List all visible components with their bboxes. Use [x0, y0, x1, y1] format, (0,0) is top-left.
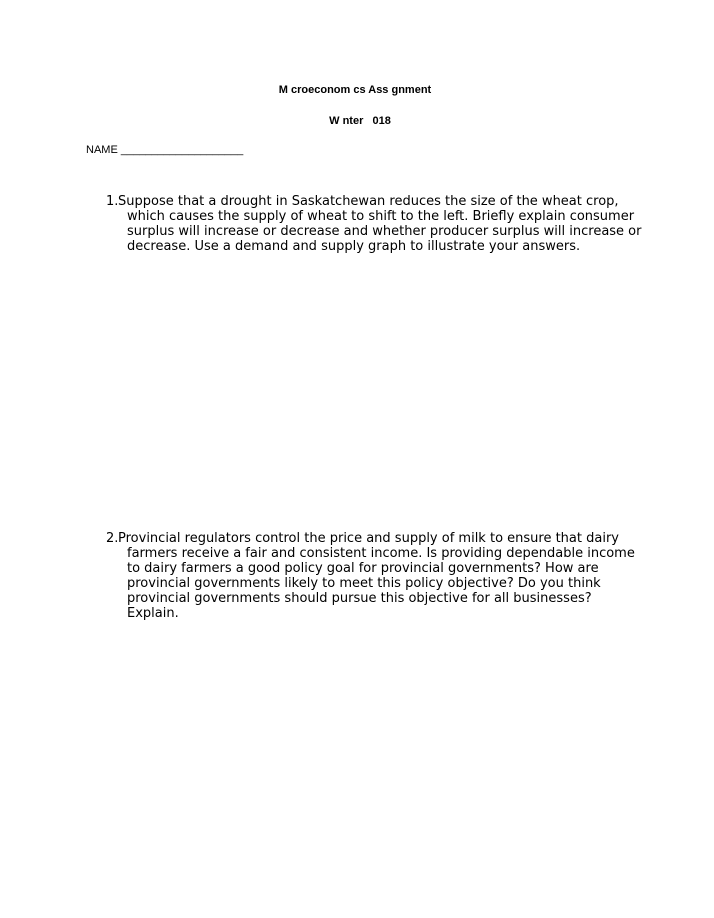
question-1-text: Suppose that a drought in Saskatchewan reduces the size of the wheat crop, which causes the supply of wheat to shift to the left. Briefly explain consumer surplus will increase or decrease and whether producer surplus will increase or decrease. Use a demand and supply graph to illustrate your answers.	[118, 194, 642, 254]
name-field-label: NAME ____________________	[86, 144, 244, 156]
question-2-text: Provincial regulators control the price and supply of milk to ensure that dairy farmers receive a fair and consistent income. Is providing dependable income to dairy farmers a good policy goal for provincial governments? How are provincial governments likely to meet this policy objective? Do you think provincial governments should pursue this objective for all businesses? Explain.	[118, 531, 635, 621]
document-term: W nter 018	[329, 115, 391, 127]
question-2	[106, 531, 646, 621]
question-2-number: 2.	[106, 531, 119, 546]
document-title: M croeconom cs Ass gnment	[278, 84, 432, 96]
question-1-number: 1.	[106, 194, 119, 209]
question-1	[106, 194, 646, 254]
